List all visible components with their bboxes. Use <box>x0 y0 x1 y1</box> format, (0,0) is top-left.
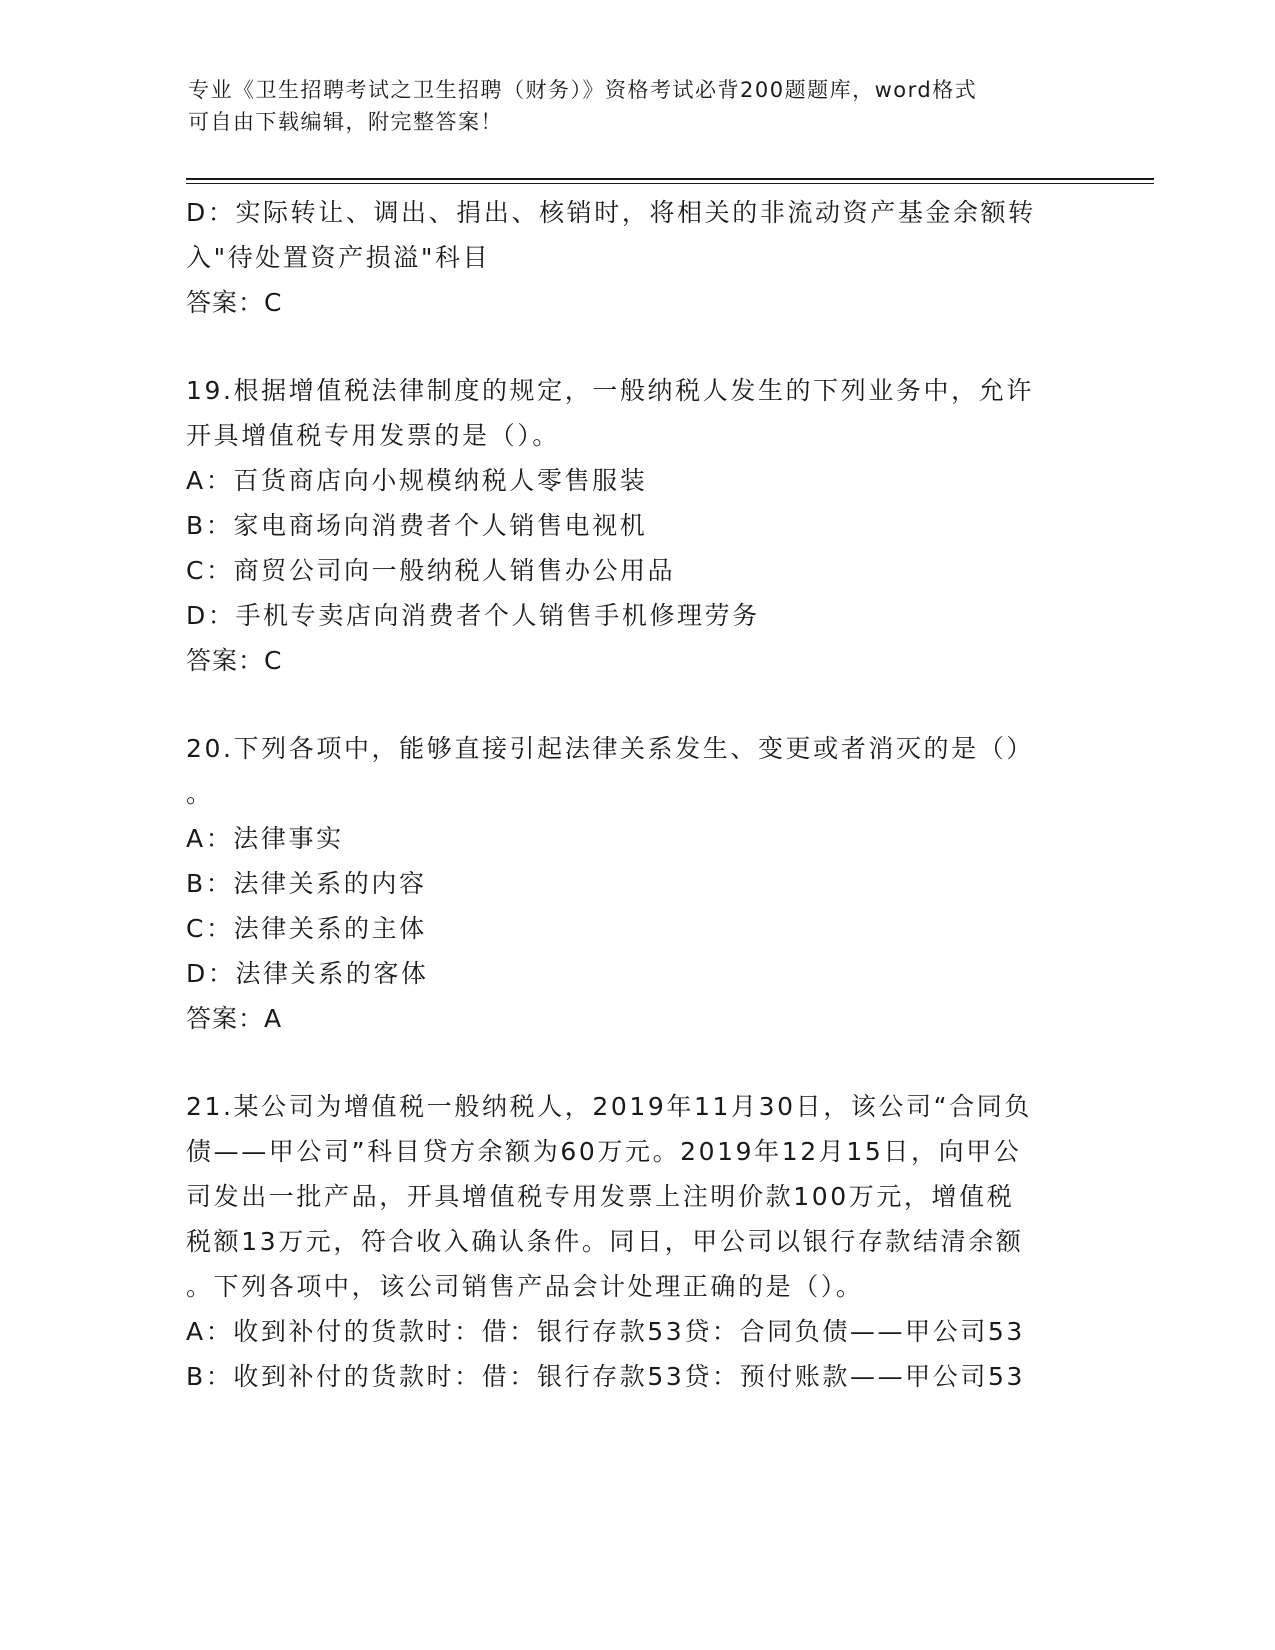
option-d: D：手机专卖店向消费者个人销售手机修理劳务 <box>186 601 760 630</box>
question-text: 。下列各项中，该公司销售产品会计处理正确的是（）。 <box>186 1272 864 1301</box>
question-block-19 <box>186 368 1086 683</box>
option-a: A：法律事实 <box>186 824 344 853</box>
option-b: B：法律关系的内容 <box>186 869 427 898</box>
option-b: B：收到补付的货款时：借：银行存款53贷：预付账款——甲公司53 <box>186 1362 1025 1391</box>
option-line: 入"待处置资产损溢"科目 <box>186 243 491 272</box>
document-header <box>188 74 1068 138</box>
question-text: 税额13万元，符合收入确认条件。同日，甲公司以银行存款结清余额 <box>186 1227 1024 1256</box>
question-block-20 <box>186 726 1086 1041</box>
question-text: 20.下列各项中，能够直接引起法律关系发生、变更或者消灭的是（） <box>186 734 1034 763</box>
option-line: D：实际转让、调出、捐出、核销时，将相关的非流动资产基金余额转 <box>186 198 1036 227</box>
question-block-18-tail <box>186 190 1086 325</box>
header-line: 可自由下载编辑，附完整答案！ <box>188 110 503 134</box>
option-a: A：百货商店向小规模纳税人零售服装 <box>186 466 648 495</box>
option-c: C：商贸公司向一般纳税人销售办公用品 <box>186 556 676 585</box>
option-c: C：法律关系的主体 <box>186 914 427 943</box>
option-b: B：家电商场向消费者个人销售电视机 <box>186 511 648 540</box>
spacer <box>186 325 1086 368</box>
question-text: 21.某公司为增值税一般纳税人，2019年11月30日，该公司“合同负 <box>186 1092 1032 1121</box>
question-text: 19.根据增值税法律制度的规定，一般纳税人发生的下列业务中，允许 <box>186 376 1034 405</box>
question-text: 司发出一批产品，开具增值税专用发票上注明价款100万元，增值税 <box>186 1182 1015 1211</box>
question-text: 。 <box>186 779 214 808</box>
option-a: A：收到补付的货款时：借：银行存款53贷：合同负债——甲公司53 <box>186 1317 1025 1346</box>
spacer <box>186 683 1086 726</box>
answer-line: 答案：C <box>186 646 283 675</box>
question-text: 债——甲公司”科目贷方余额为60万元。2019年12月15日，向甲公 <box>186 1137 1022 1166</box>
question-text: 开具增值税专用发票的是（）。 <box>186 421 560 450</box>
question-block-21 <box>186 1084 1086 1399</box>
option-d: D：法律关系的客体 <box>186 959 429 988</box>
answer-line: 答案：A <box>186 1004 283 1033</box>
spacer <box>186 1041 1086 1084</box>
answer-line: 答案：C <box>186 288 283 317</box>
document-body <box>186 190 1086 1399</box>
header-divider <box>186 178 1154 184</box>
header-line: 专业《卫生招聘考试之卫生招聘（财务）》资格考试必背200题题库，word格式 <box>188 78 978 102</box>
